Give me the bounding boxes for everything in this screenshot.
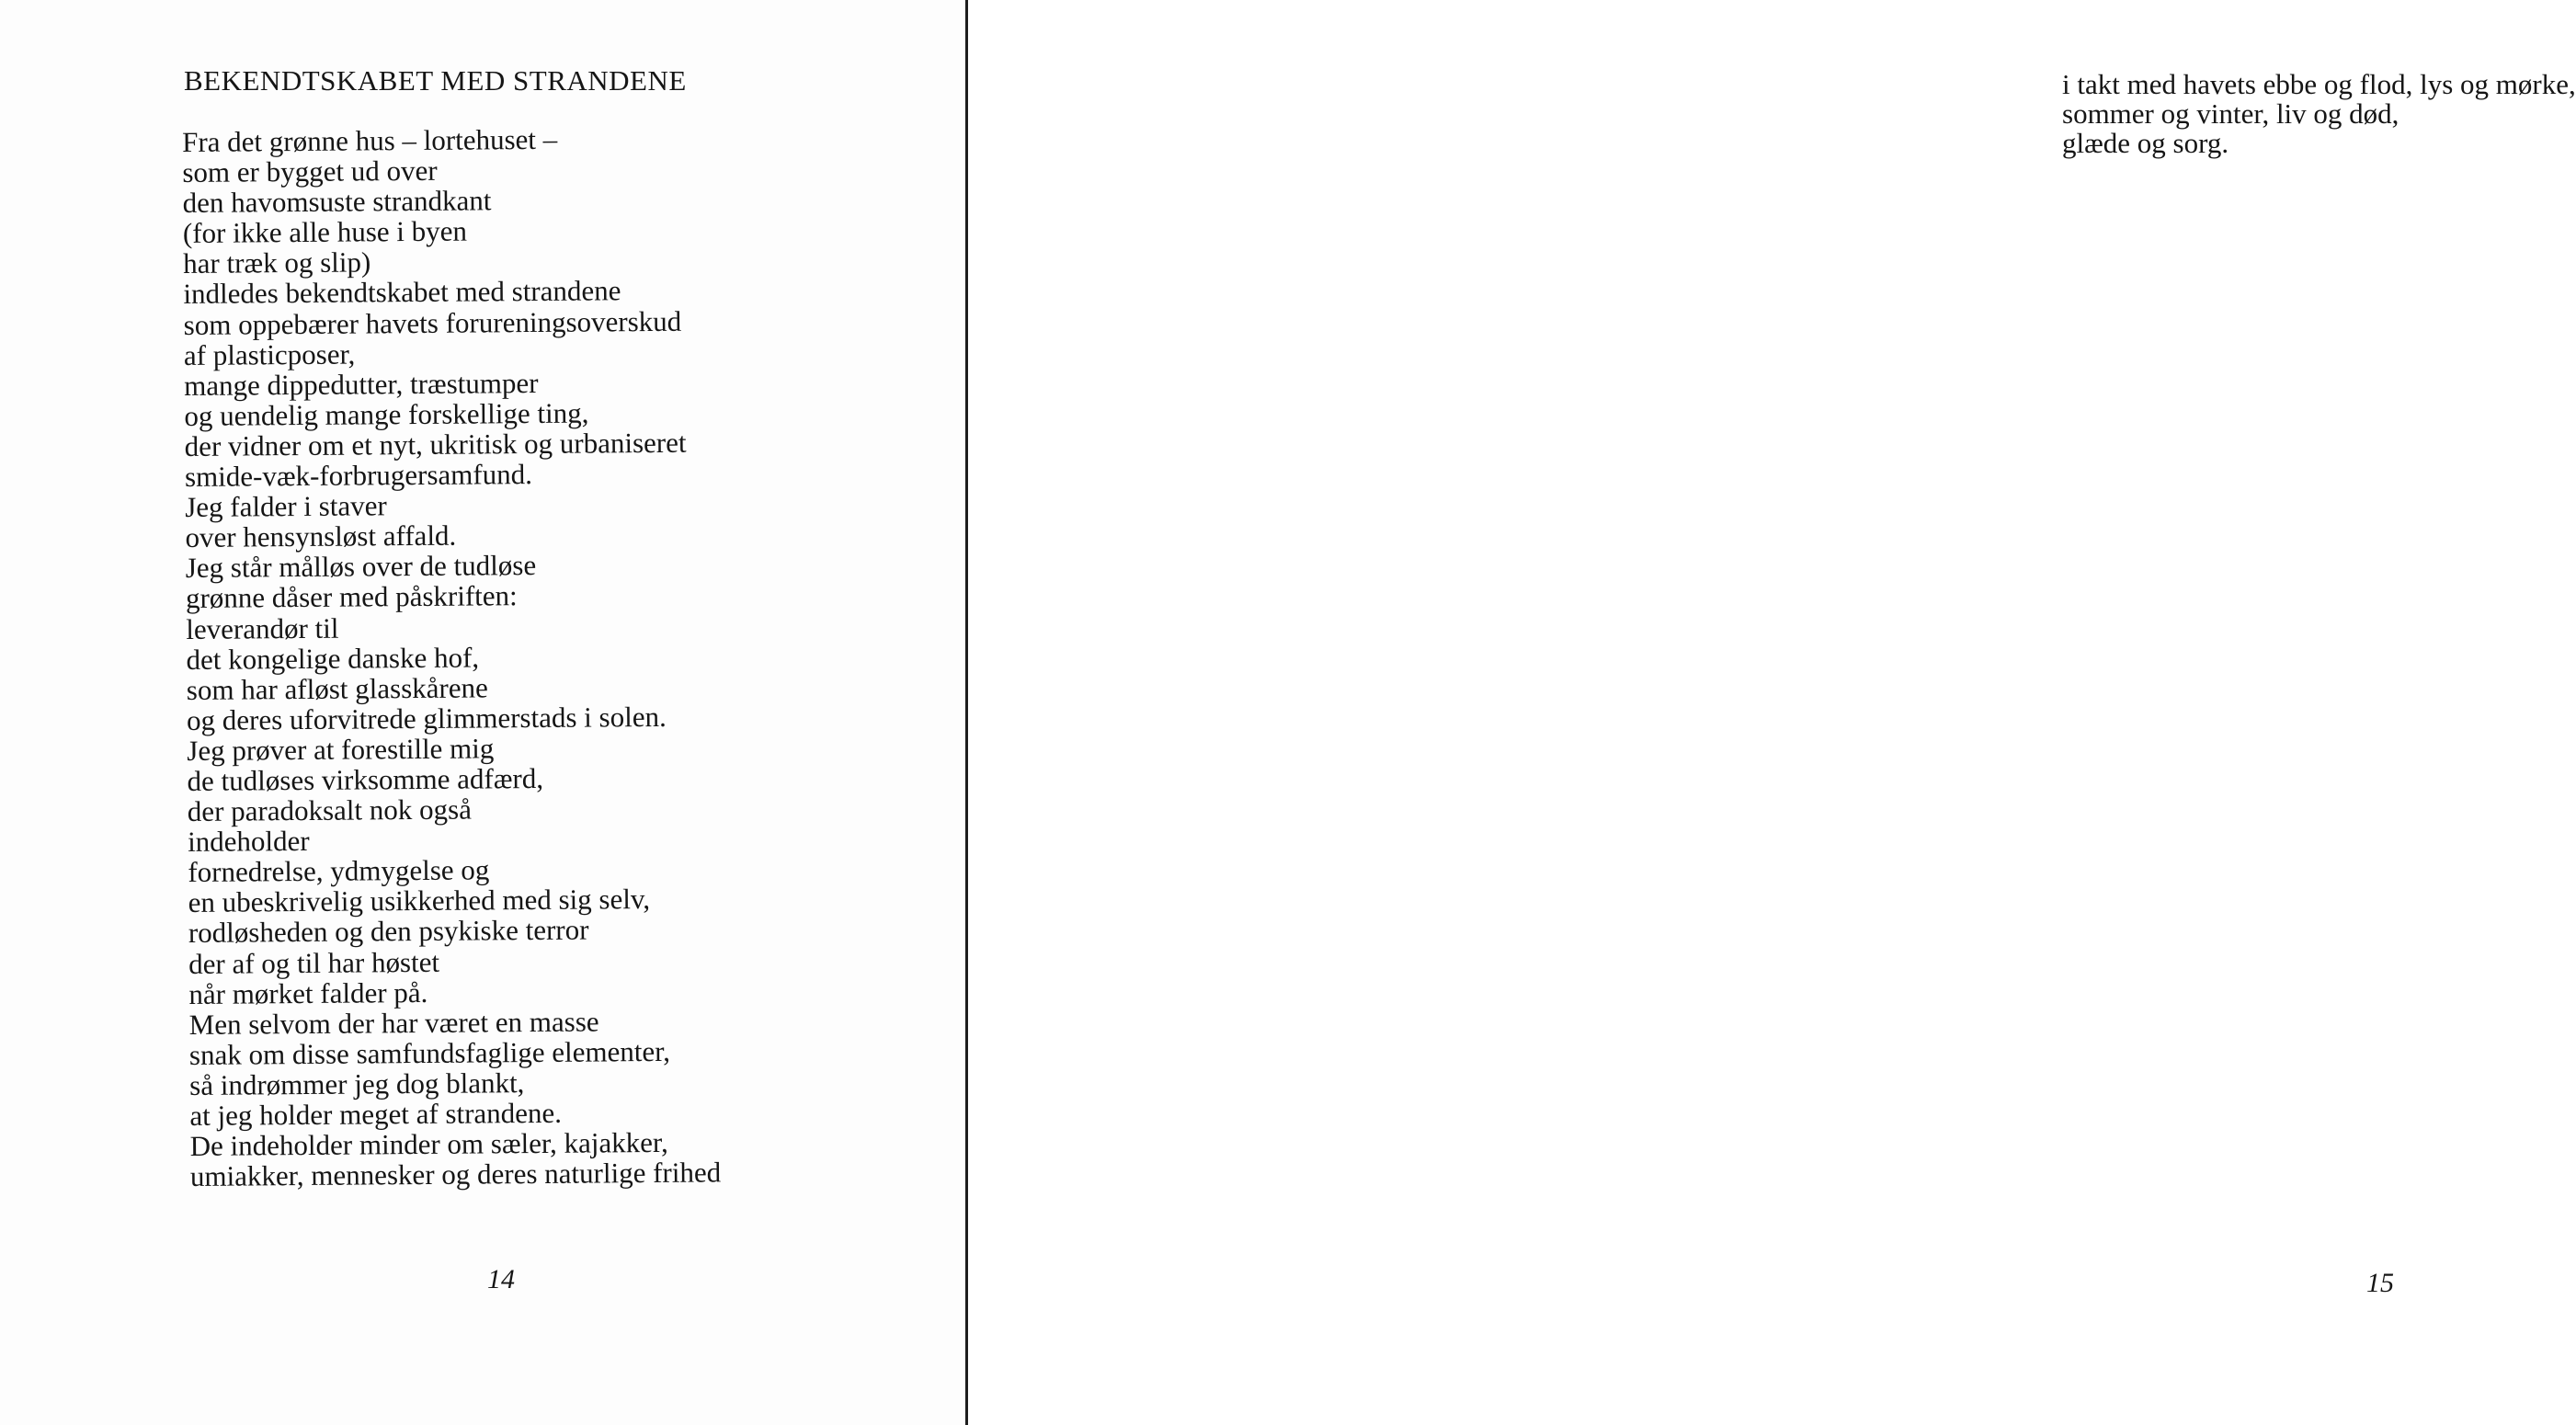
poem-line: (for ikke alle huse i byen — [182, 214, 468, 250]
poem-line: indeholder — [187, 825, 310, 859]
poem-line: snak om disse samfundsfaglige elementer, — [188, 1034, 671, 1071]
poem-line: der af og til har høstet — [188, 945, 440, 980]
poem-line: Jeg står målløs over de tudløse — [185, 549, 537, 585]
page-number-left: 14 — [487, 1264, 515, 1294]
poem-line: grønne dåser med påskriften: — [185, 579, 518, 615]
right-page — [969, 0, 2576, 1425]
poem-line: umiakker, mennesker og deres naturlige frihed — [189, 1156, 722, 1193]
poem-line: Fra det grønne hus – lortehuset – — [181, 122, 558, 158]
poem-line: over hensynsløst affald. — [185, 519, 457, 554]
poem-line: har træk og slip) — [183, 245, 371, 280]
poem-line: fornedrelse, ydmygelse og — [188, 853, 490, 889]
poem-line: de tudløses virksomme adfærd, — [187, 761, 544, 797]
page-gutter-divider — [965, 0, 968, 1425]
poem-line: leverandør til — [186, 611, 339, 645]
poem-line: Jeg prøver at forestille mig — [187, 732, 495, 767]
poem-line: sommer og vinter, liv og død, — [2062, 97, 2399, 130]
poem-line: glæde og sorg. — [2062, 127, 2229, 159]
poem-line: som er bygget ud over — [182, 154, 438, 189]
left-page — [0, 0, 965, 1425]
poem-line: en ubeskrivelig usikkerhed med sig selv, — [188, 883, 651, 919]
poem-line: i takt med havets ebbe og flod, lys og mørke, — [2062, 68, 2576, 100]
poem-line: at jeg holder meget af strandene. — [189, 1096, 563, 1132]
poem-lines — [182, 122, 721, 1191]
page-number-right: 15 — [2366, 1268, 2394, 1298]
poem-line: Jeg falder i staver — [185, 489, 387, 524]
poem-line: Men selvom der har været en masse — [188, 1005, 599, 1041]
poem-line: når mørket falder på. — [188, 975, 428, 1010]
poem-line: der paradoksalt nok også — [187, 792, 473, 828]
poem-line: og uendelig mange forskellige ting, — [184, 396, 589, 432]
poem-line: af plasticposer, — [183, 337, 356, 371]
poem-line: som oppebærer havets forureningsoverskud — [183, 304, 682, 341]
poem-line: mange dippedutter, træstumper — [184, 366, 539, 402]
poem-line: smide-væk-forbrugersamfund. — [184, 458, 533, 494]
poem-line: De indeholder minder om sæler, kajakker, — [189, 1125, 668, 1163]
poem-line: den havomsuste strandkant — [182, 184, 492, 220]
poem-continuation-lines — [2062, 70, 2576, 158]
poem-line: og deres uforvitrede glimmerstads i solen. — [186, 700, 667, 736]
poem-title: BEKENDTSKABET MED STRANDENE — [184, 64, 687, 97]
poem-line: som har afløst glasskårene — [186, 671, 488, 706]
poem-line: der vidner om et nyt, ukritisk og urbaniseret — [184, 426, 687, 462]
poem-line: så indrømmer jeg dog blankt, — [189, 1066, 525, 1101]
poem-line: det kongelige danske hof, — [186, 641, 480, 676]
poem-line: indledes bekendtskabet med strandene — [183, 274, 621, 311]
poem-line: rodløsheden og den psykiske terror — [188, 913, 589, 950]
